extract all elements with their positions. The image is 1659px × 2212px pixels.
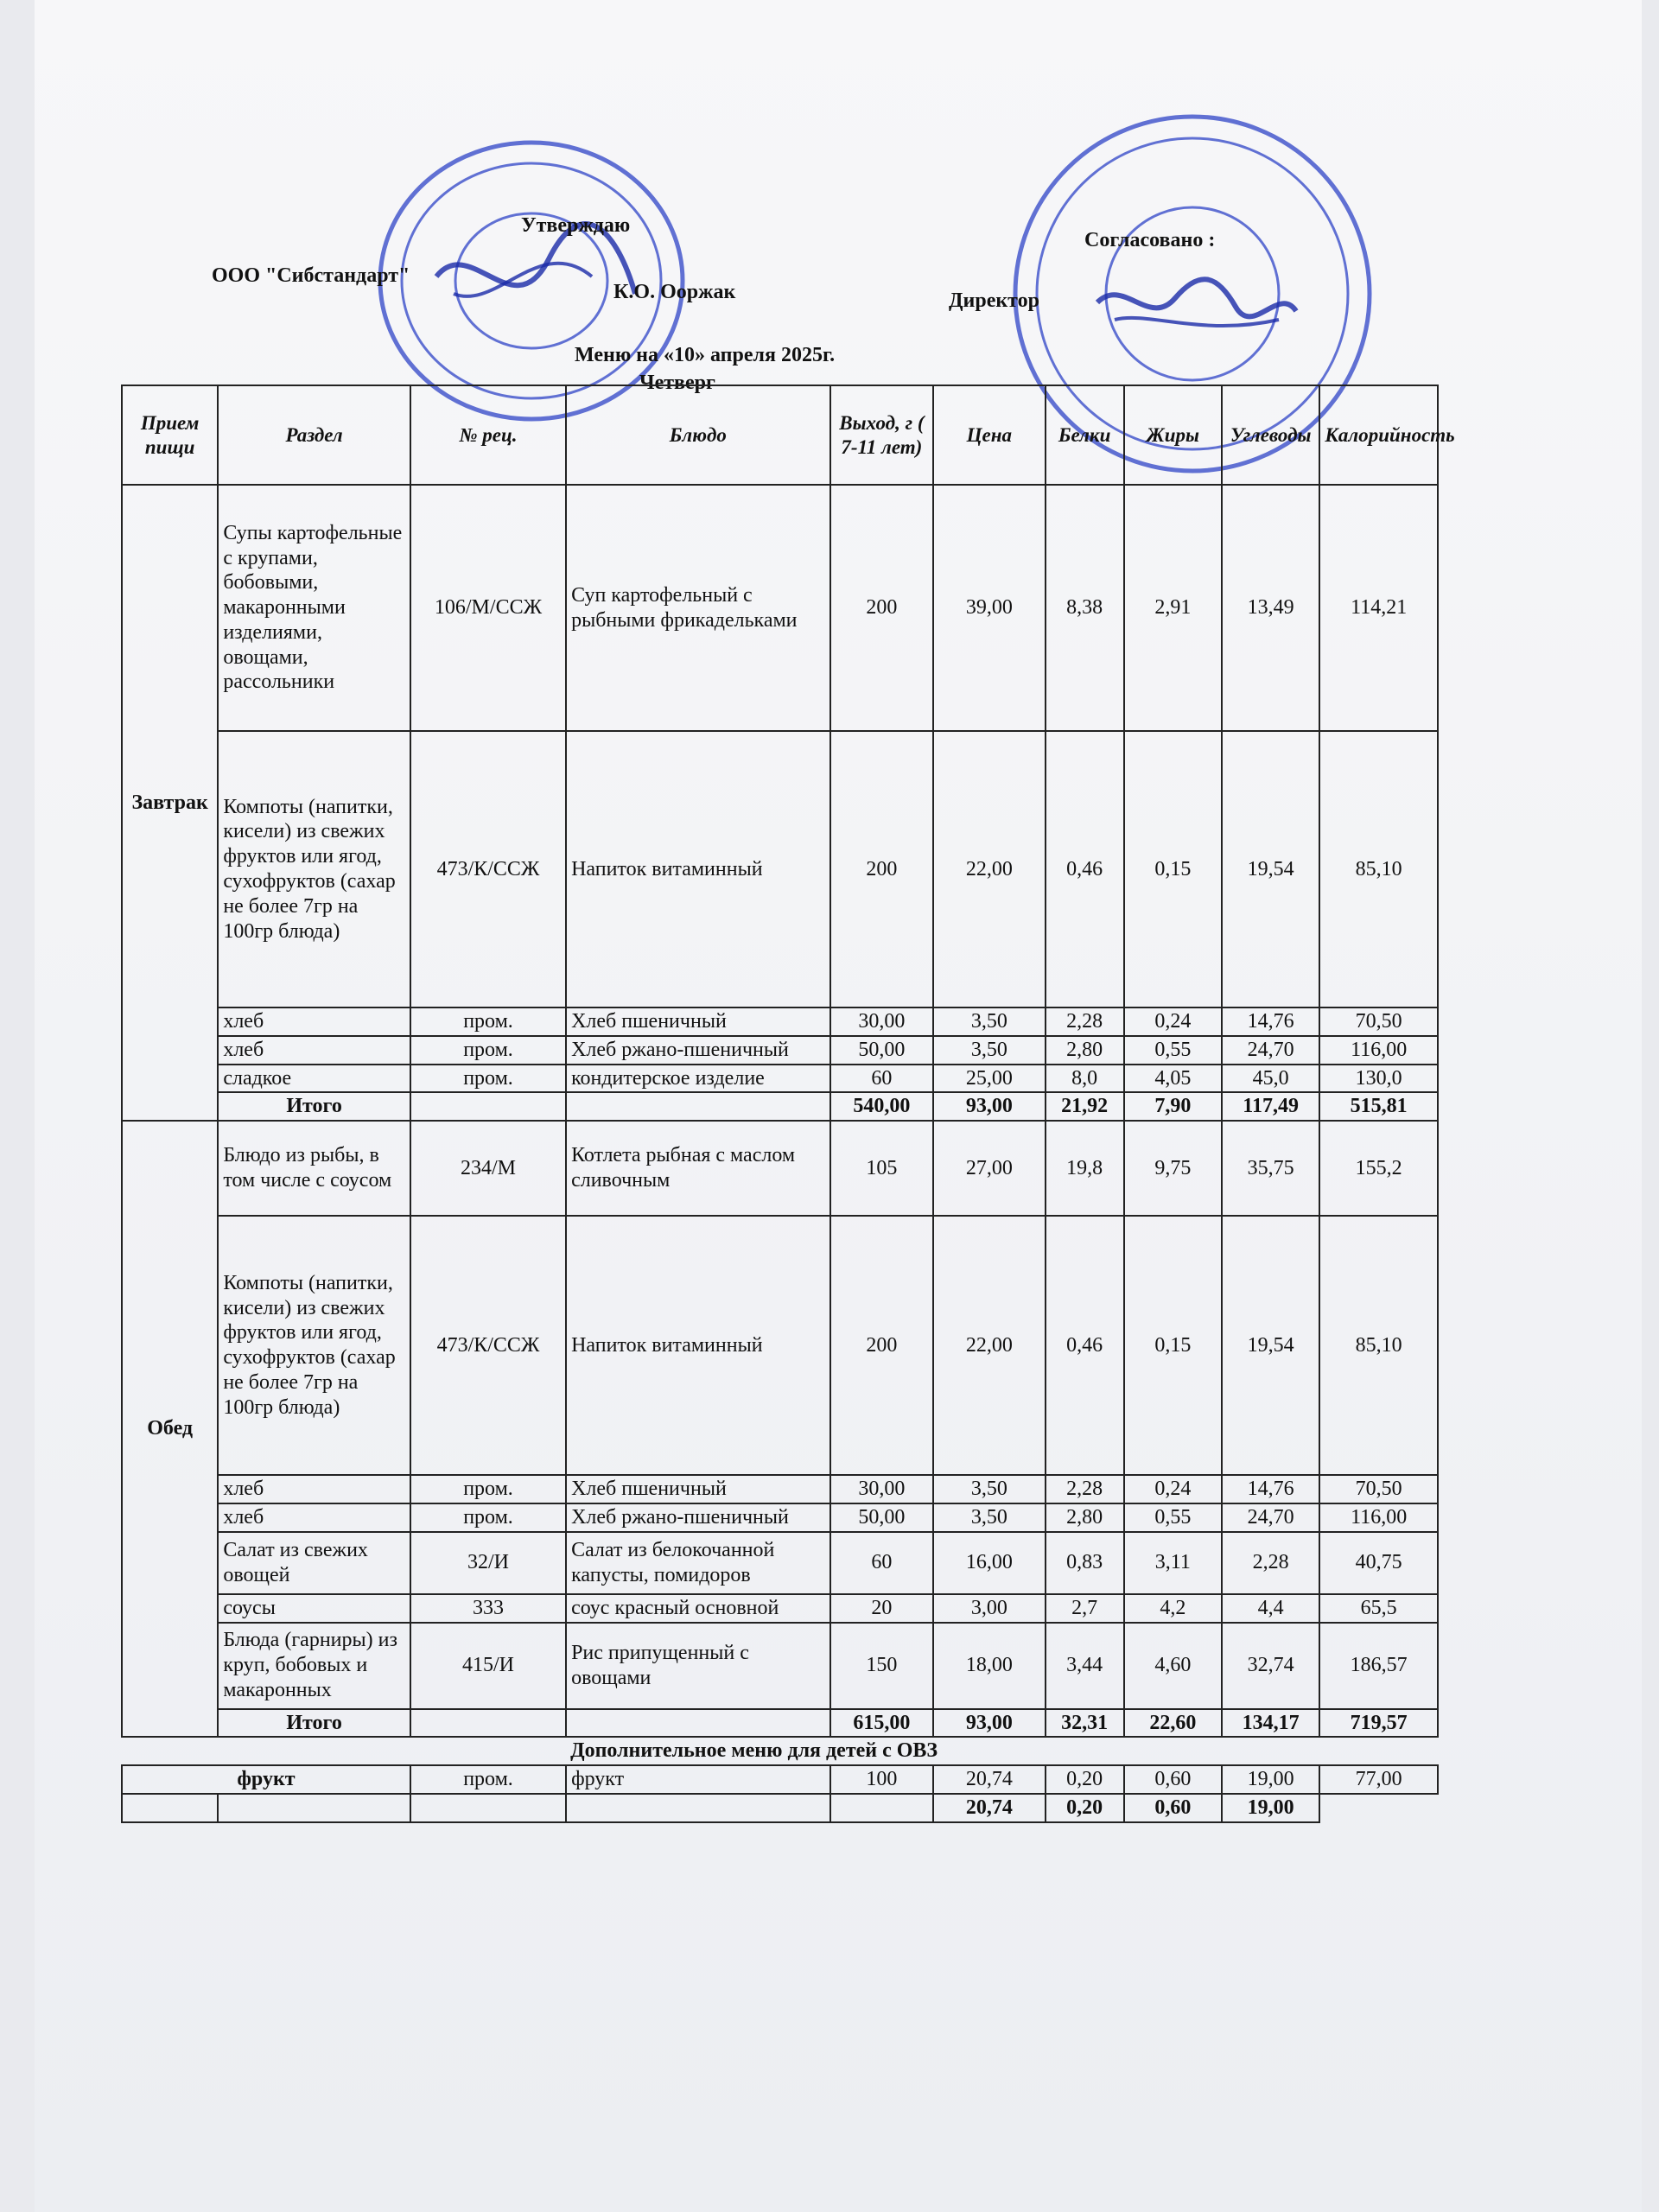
total-output: 615,00 [830,1709,933,1738]
approve-org: ООО "Сибстандарт" [212,264,410,287]
cell-dish: Рис припущенный с овощами [566,1623,830,1709]
menu-table [121,385,1455,1823]
empty-cell [1319,1794,1438,1822]
col-header-carbs: Углеводы [1222,385,1319,485]
cell-output: 30,00 [830,1007,933,1036]
cell-carbs: 32,74 [1222,1623,1319,1709]
table-row [122,1532,1438,1594]
cell-fat: 3,11 [1124,1532,1222,1594]
col-header-dish: Блюдо [566,385,830,485]
cell-dish: Хлеб пшеничный [566,1007,830,1036]
cell-price: 22,00 [933,731,1046,1007]
cell-carbs: 19,00 [1222,1765,1319,1794]
cell-price: 16,00 [933,1532,1046,1594]
table-header-row [122,385,1438,485]
empty-cell [410,1092,566,1121]
cell-recipe: пром. [410,1007,566,1036]
table-row [122,1036,1438,1065]
empty-cell [218,1794,410,1822]
breakfast-total-row [122,1092,1438,1121]
menu-date: Меню на «10» апреля 2025г. [575,344,836,366]
cell-protein: 2,28 [1046,1007,1124,1036]
total-price: 20,74 [933,1794,1046,1822]
cell-dish: соус красный основной [566,1594,830,1623]
cell-dish: фрукт [566,1765,830,1794]
col-header-price: Цена [933,385,1046,485]
total-fat: 7,90 [1124,1092,1222,1121]
total-output: 540,00 [830,1092,933,1121]
cell-price: 3,50 [933,1007,1046,1036]
col-header-recipe: № рец. [410,385,566,485]
cell-meal: фрукт [122,1765,410,1794]
cell-dish: Напиток витаминный [566,1216,830,1475]
total-protein: 21,92 [1046,1092,1124,1121]
cell-protein: 2,7 [1046,1594,1124,1623]
total-calories: 515,81 [1319,1092,1438,1121]
cell-fat: 0,55 [1124,1503,1222,1532]
cell-carbs: 19,54 [1222,731,1319,1007]
cell-fat: 0,24 [1124,1007,1222,1036]
cell-fat: 9,75 [1124,1121,1222,1216]
cell-carbs: 24,70 [1222,1503,1319,1532]
cell-calories: 116,00 [1319,1036,1438,1065]
cell-recipe: пром. [410,1503,566,1532]
cell-fat: 0,15 [1124,731,1222,1007]
cell-protein: 0,46 [1046,1216,1124,1475]
cell-section: сладкое [218,1065,410,1093]
cell-section: соусы [218,1594,410,1623]
cell-calories: 85,10 [1319,1216,1438,1475]
empty-cell [566,1794,830,1822]
table-row [122,1065,1438,1093]
cell-protein: 3,44 [1046,1623,1124,1709]
cell-section: хлеб [218,1036,410,1065]
table-row [122,1475,1438,1503]
cell-output: 200 [830,485,933,731]
cell-section: Супы картофельные с крупами, бобовыми, макаронными изделиями, овощами, рассольники [218,485,410,731]
table-row [122,1503,1438,1532]
empty-cell [566,1709,830,1738]
col-header-fat: Жиры [1124,385,1222,485]
cell-output: 60 [830,1065,933,1093]
cell-section: Блюда (гарниры) из круп, бобовых и макаронных [218,1623,410,1709]
cell-recipe: 415/И [410,1623,566,1709]
approve-person: К.О. Ооржак [613,281,736,303]
cell-output: 150 [830,1623,933,1709]
agree-title: Согласовано : [1084,229,1216,251]
cell-dish: Суп картофельный с рыбными фрикадельками [566,485,830,731]
cell-carbs: 24,70 [1222,1036,1319,1065]
empty-cell [122,1794,218,1822]
cell-price: 22,00 [933,1216,1046,1475]
cell-recipe: 234/М [410,1121,566,1216]
lunch-total-row [122,1709,1438,1738]
total-carbs: 19,00 [1222,1794,1319,1822]
cell-protein: 8,38 [1046,485,1124,731]
total-protein: 0,20 [1046,1794,1124,1822]
cell-price: 27,00 [933,1121,1046,1216]
cell-fat: 0,55 [1124,1036,1222,1065]
cell-output: 100 [830,1765,933,1794]
table-row [122,1216,1438,1475]
cell-recipe: 473/К/ССЖ [410,731,566,1007]
cell-calories: 116,00 [1319,1503,1438,1532]
cell-protein: 19,8 [1046,1121,1124,1216]
cell-dish: Хлеб ржано-пшеничный [566,1503,830,1532]
cell-calories: 40,75 [1319,1532,1438,1594]
cell-recipe: 32/И [410,1532,566,1594]
cell-output: 200 [830,731,933,1007]
col-header-section: Раздел [218,385,410,485]
total-price: 93,00 [933,1092,1046,1121]
meal-label-breakfast: Завтрак [122,485,218,1121]
table-row [122,485,1438,731]
total-label: Итого [218,1709,410,1738]
cell-calories: 155,2 [1319,1121,1438,1216]
cell-dish: Хлеб пшеничный [566,1475,830,1503]
col-header-protein: Белки [1046,385,1124,485]
cell-protein: 0,83 [1046,1532,1124,1594]
cell-calories: 130,0 [1319,1065,1438,1093]
cell-protein: 2,80 [1046,1036,1124,1065]
cell-protein: 2,80 [1046,1503,1124,1532]
total-carbs: 117,49 [1222,1092,1319,1121]
cell-calories: 70,50 [1319,1007,1438,1036]
table-row [122,1121,1438,1216]
cell-protein: 2,28 [1046,1475,1124,1503]
cell-carbs: 35,75 [1222,1121,1319,1216]
cell-carbs: 45,0 [1222,1065,1319,1093]
cell-protein: 0,46 [1046,731,1124,1007]
cell-calories: 186,57 [1319,1623,1438,1709]
cell-recipe: пром. [410,1475,566,1503]
cell-carbs: 4,4 [1222,1594,1319,1623]
cell-dish: Котлета рыбная с маслом сливочным [566,1121,830,1216]
cell-section: хлеб [218,1503,410,1532]
total-carbs: 134,17 [1222,1709,1319,1738]
cell-fat: 4,60 [1124,1623,1222,1709]
table-row [122,1594,1438,1623]
empty-cell [566,1092,830,1121]
cell-calories: 85,10 [1319,731,1438,1007]
meal-label-lunch: Обед [122,1121,218,1737]
cell-price: 39,00 [933,485,1046,731]
cell-output: 20 [830,1594,933,1623]
extra-menu-row [122,1765,1438,1794]
cell-fat: 4,2 [1124,1594,1222,1623]
agree-role: Директор [949,289,1039,312]
weekday: Четверг [639,372,715,394]
col-header-output: Выход, г ( 7-11 лет) [830,385,933,485]
cell-fat: 4,05 [1124,1065,1222,1093]
cell-carbs: 14,76 [1222,1475,1319,1503]
table-row [122,1007,1438,1036]
cell-calories: 70,50 [1319,1475,1438,1503]
empty-cell [122,1737,566,1765]
cell-section: Салат из свежих овощей [218,1532,410,1594]
cell-price: 3,00 [933,1594,1046,1623]
cell-dish: кондитерское изделие [566,1065,830,1093]
cell-protein: 8,0 [1046,1065,1124,1093]
cell-output: 50,00 [830,1503,933,1532]
cell-section: Компоты (напитки, кисели) из свежих фруктов или ягод, сухофруктов (сахар не более 7гр на 100гр блюда) [218,731,410,1007]
extra-menu-title: Дополнительное меню для детей с ОВЗ [570,1739,938,1763]
cell-output: 50,00 [830,1036,933,1065]
cell-dish: Напиток витаминный [566,731,830,1007]
cell-section: Компоты (напитки, кисели) из свежих фруктов или ягод, сухофруктов (сахар не более 7гр на 100гр блюда) [218,1216,410,1475]
total-fat: 22,60 [1124,1709,1222,1738]
cell-price: 20,74 [933,1765,1046,1794]
cell-fat: 0,15 [1124,1216,1222,1475]
cell-output: 200 [830,1216,933,1475]
cell-output: 30,00 [830,1475,933,1503]
cell-price: 3,50 [933,1475,1046,1503]
cell-section: Блюдо из рыбы, в том числе с соусом [218,1121,410,1216]
cell-fat: 2,91 [1124,485,1222,731]
cell-carbs: 2,28 [1222,1532,1319,1594]
cell-output: 105 [830,1121,933,1216]
col-header-meal: Прием пищи [122,385,218,485]
approve-title: Утверждаю [521,214,631,237]
cell-section: хлеб [218,1475,410,1503]
cell-carbs: 14,76 [1222,1007,1319,1036]
cell-recipe: пром. [410,1765,566,1794]
cell-recipe: 333 [410,1594,566,1623]
cell-price: 3,50 [933,1503,1046,1532]
cell-calories: 65,5 [1319,1594,1438,1623]
extra-total-row [122,1794,1438,1822]
empty-cell [830,1794,933,1822]
total-label: Итого [218,1092,410,1121]
cell-carbs: 13,49 [1222,485,1319,731]
total-calories: 719,57 [1319,1709,1438,1738]
empty-cell [410,1709,566,1738]
table-row [122,731,1438,1007]
cell-fat: 0,24 [1124,1475,1222,1503]
cell-output: 60 [830,1532,933,1594]
empty-cell [410,1794,566,1822]
col-header-calories: Калорийность [1319,385,1438,485]
cell-calories: 114,21 [1319,485,1438,731]
total-price: 93,00 [933,1709,1046,1738]
total-fat: 0,60 [1124,1794,1222,1822]
cell-price: 18,00 [933,1623,1046,1709]
cell-protein: 0,20 [1046,1765,1124,1794]
cell-fat: 0,60 [1124,1765,1222,1794]
cell-price: 25,00 [933,1065,1046,1093]
cell-recipe: 106/М/ССЖ [410,485,566,731]
table-row [122,1623,1438,1709]
cell-dish: Хлеб ржано-пшеничный [566,1036,830,1065]
cell-recipe: пром. [410,1036,566,1065]
cell-dish: Салат из белокочанной капусты, помидоров [566,1532,830,1594]
cell-price: 3,50 [933,1036,1046,1065]
cell-section: хлеб [218,1007,410,1036]
cell-recipe: пром. [410,1065,566,1093]
cell-carbs: 19,54 [1222,1216,1319,1475]
cell-recipe: 473/К/ССЖ [410,1216,566,1475]
cell-calories: 77,00 [1319,1765,1438,1794]
total-protein: 32,31 [1046,1709,1124,1738]
extra-menu-title-row [122,1737,1438,1765]
